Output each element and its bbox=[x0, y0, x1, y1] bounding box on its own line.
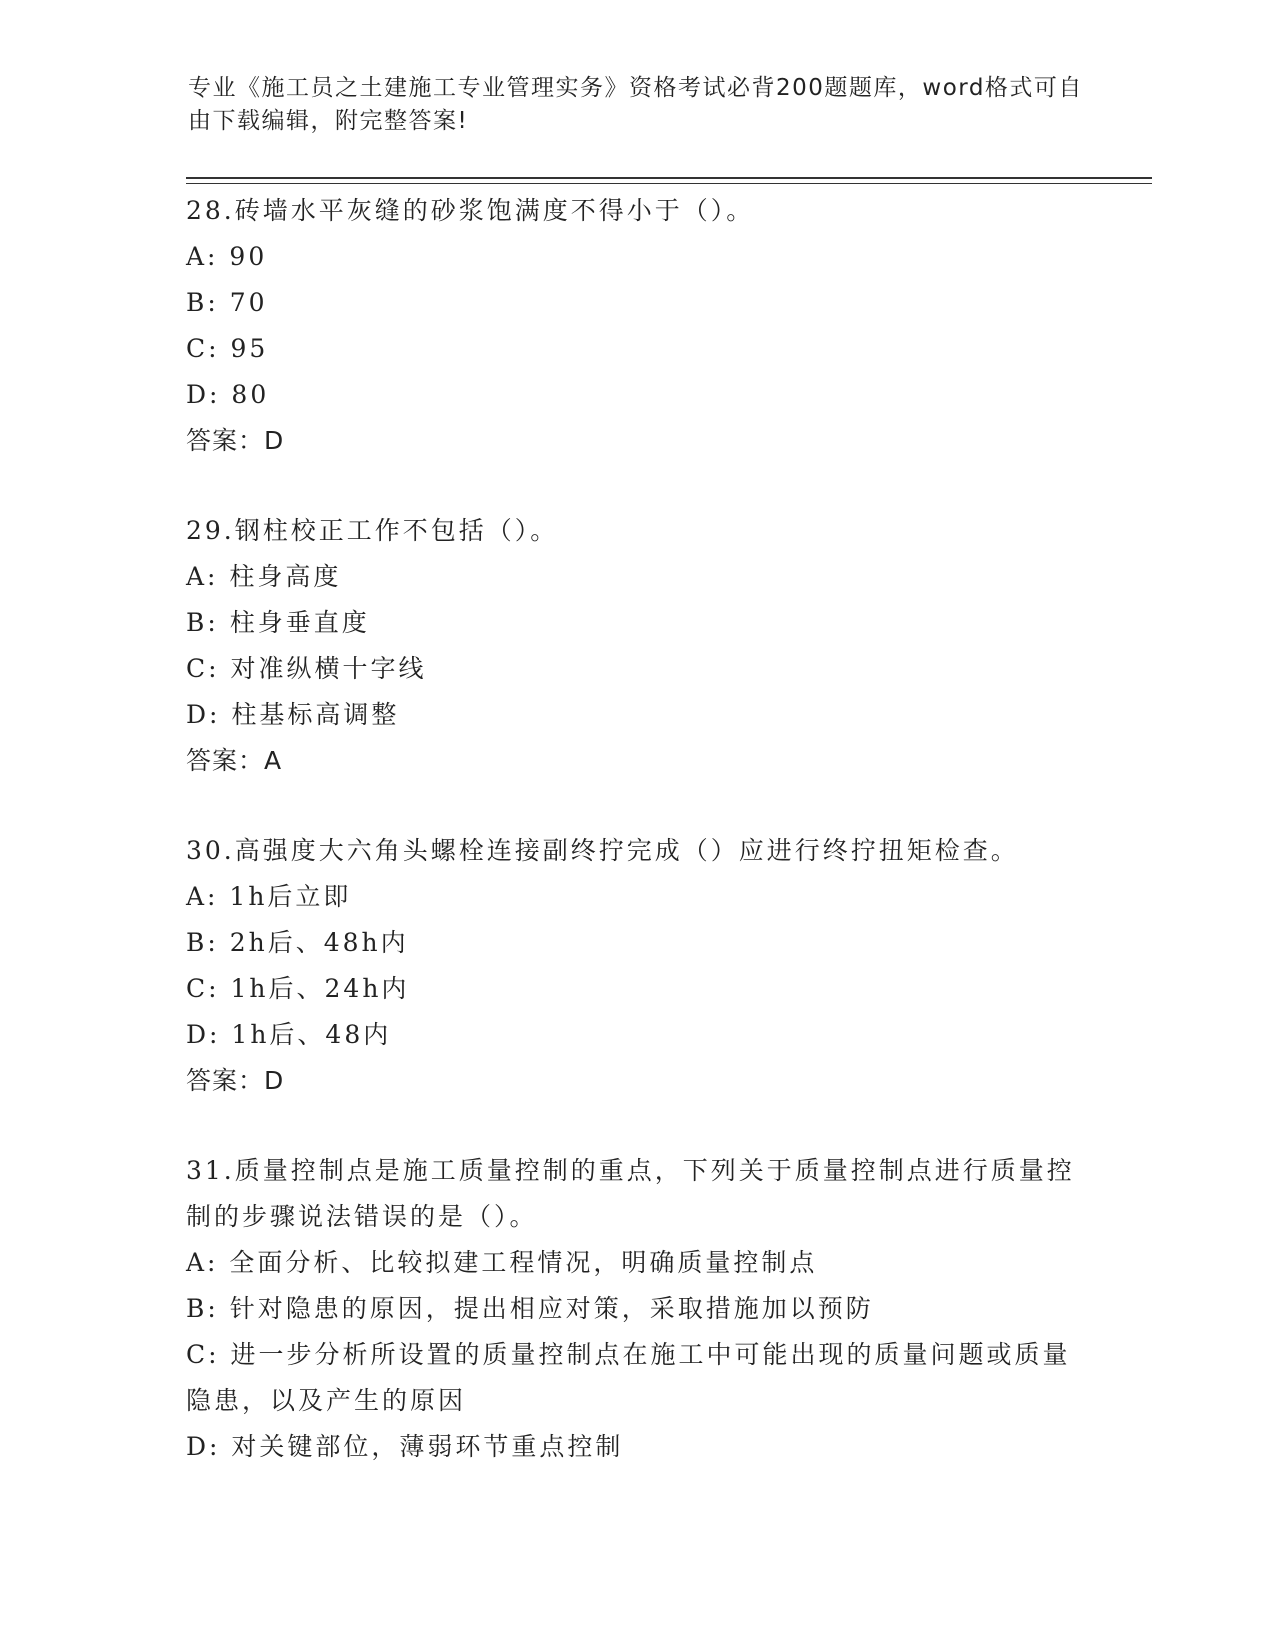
answer-label: 答案：D bbox=[186, 1066, 285, 1095]
question-28 bbox=[186, 188, 1086, 464]
option-a: A: 全面分析、比较拟建工程情况，明确质量控制点 bbox=[186, 1248, 818, 1277]
option-a: A: 1h后立即 bbox=[186, 882, 352, 911]
question-31 bbox=[186, 1148, 1086, 1470]
answer-label: 答案：D bbox=[186, 426, 285, 455]
option-b: B: 70 bbox=[186, 288, 268, 317]
document-header: 专业《施工员之土建施工专业管理实务》资格考试必背200题题库，word格式可自由下载编辑，附完整答案! bbox=[188, 75, 1083, 134]
option-b: B: 柱身垂直度 bbox=[186, 608, 370, 637]
header-divider-thick bbox=[186, 177, 1152, 179]
question-text: 29.钢柱校正工作不包括（）。 bbox=[186, 516, 559, 545]
option-c: C: 对准纵横十字线 bbox=[186, 654, 427, 683]
question-30 bbox=[186, 828, 1086, 1104]
option-c: C: 95 bbox=[186, 334, 269, 363]
option-d: D: 柱基标高调整 bbox=[186, 700, 400, 729]
option-d: D: 80 bbox=[186, 380, 270, 409]
question-29 bbox=[186, 508, 1086, 784]
option-b: B: 2h后、48h内 bbox=[186, 928, 409, 957]
option-a: A: 柱身高度 bbox=[186, 562, 342, 591]
question-text: 30.高强度大六角头螺栓连接副终拧完成（）应进行终拧扭矩检查。 bbox=[186, 836, 1019, 865]
question-text: 31.质量控制点是施工质量控制的重点，下列关于质量控制点进行质量控制的步骤说法错误的是（）。 bbox=[186, 1156, 1075, 1231]
option-d: D: 1h后、48内 bbox=[186, 1020, 392, 1049]
answer-label: 答案：A bbox=[186, 746, 283, 775]
option-a: A: 90 bbox=[186, 242, 268, 271]
option-c: C: 1h后、24h内 bbox=[186, 974, 410, 1003]
question-list bbox=[186, 188, 1086, 1514]
question-text: 28.砖墙水平灰缝的砂浆饱满度不得小于（）。 bbox=[186, 196, 755, 225]
option-d: D: 对关键部位，薄弱环节重点控制 bbox=[186, 1432, 624, 1461]
option-b: B: 针对隐患的原因，提出相应对策，采取措施加以预防 bbox=[186, 1294, 874, 1323]
header-divider-thin bbox=[186, 183, 1152, 184]
option-c: C: 进一步分析所设置的质量控制点在施工中可能出现的质量问题或质量隐患，以及产生的原因 bbox=[186, 1340, 1071, 1415]
